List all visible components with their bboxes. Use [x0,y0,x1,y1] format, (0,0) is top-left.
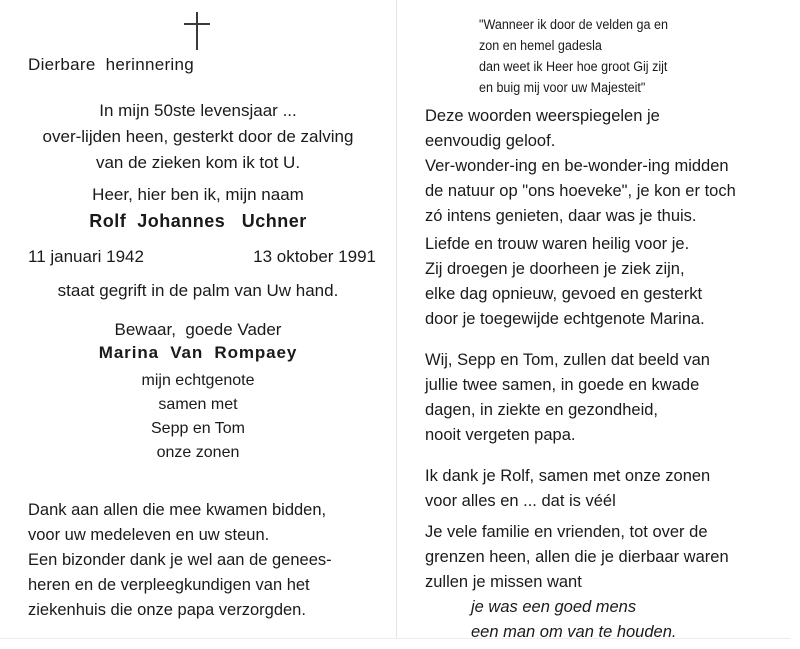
stanza-line: In mijn 50ste levensjaar ... [99,101,297,120]
stanza-line: over-lijden heen, gesterkt door de zalving [42,127,354,146]
stanza-bewaar [8,317,388,343]
stanza-palm [8,278,388,304]
paragraph-line: dagen, in ziekte en gezondheid, [425,401,659,419]
epitaph-line: een man om van te houden. [471,623,677,641]
quote-line: zon en hemel gadesla [479,38,602,53]
thanks-line: voor uw medeleven en uw steun. [28,526,270,544]
stanza-opening [8,98,388,176]
cross-horizontal-bar [184,23,210,25]
stanza-line: onze zonen [156,444,240,461]
paragraph-closing [425,520,793,645]
paragraph-line: de natuur op "ons hoeveke", je kon er toch [425,182,736,200]
stanza-line: Sepp en Tom [151,420,245,437]
memorial-heading: Dierbare herinnering [28,55,194,74]
paragraph-line: zó intens genieten, daar was je thuis. [425,207,697,225]
thanks-line: ziekenhuis die onze papa verzorgden. [28,601,306,619]
stanza-line: Bewaar, goede Vader [114,320,282,339]
latin-cross-icon [180,12,214,50]
paragraph-line: Liefde en trouw waren heilig voor je. [425,235,690,253]
paragraph-line: Deze woorden weerspiegelen je [425,107,660,125]
paragraph-line: eenvoudig geloof. [425,132,556,150]
paragraph-line: Zij droegen je doorheen je ziek zijn, [425,260,685,278]
paragraph-line: jullie twee samen, in goede en kwade [425,376,700,394]
stanza-line: van de zieken kom ik tot U. [95,153,301,172]
paragraph-line: zullen je missen want [425,573,582,591]
paragraph-faith [425,104,793,229]
paragraph-sons [425,348,793,448]
spouse-name: Marina Van Rompaey [98,343,298,362]
quote-line: en buig mij voor uw Majesteit" [479,80,646,95]
epitaph-line: je was een goed mens [471,598,637,616]
paragraph-line: Je vele familie en vrienden, tot over de [425,523,708,541]
stanza-line: staat gegrift in de palm van Uw hand. [57,281,339,300]
thanks-line: Een bizonder dank je wel aan de genees- [28,551,332,569]
stanza-family [8,369,388,465]
paragraph-line: elke dag opnieuw, gevoed en gesterkt [425,285,703,303]
paragraph-line: Ver-wonder-ing en be-wonder-ing midden [425,157,729,175]
stanza-line: Heer, hier ben ik, mijn naam [92,185,304,204]
thanks-line: Dank aan allen die mee kwamen bidden, [28,501,327,519]
quote-line: dan weet ik Heer hoe groot Gij zijt [479,59,668,74]
paragraph-line: Ik dank je Rolf, samen met onze zonen [425,467,711,485]
paragraph-love [425,232,793,332]
cross-vertical-bar [196,12,198,50]
paragraph-line: voor alles en ... dat is véél [425,492,616,510]
life-dates [28,247,376,267]
birth-date: 11 januari 1942 [28,247,144,266]
thanks-paragraph [28,498,376,623]
right-page [397,0,800,649]
left-page [0,0,396,649]
paragraph-line: Wij, Sepp en Tom, zullen dat beeld van [425,351,710,369]
death-date: 13 oktober 1991 [253,247,376,266]
deceased-name: Rolf Johannes Uchner [89,211,307,231]
stanza-line: samen met [158,396,238,413]
paragraph-gratitude [425,464,793,514]
paragraph-line: nooit vergeten papa. [425,426,576,444]
paragraph-line: door je toegewijde echtgenote Marina. [425,310,705,328]
thanks-line: heren en de verpleegkundigen van het [28,576,310,594]
stanza-name-intro [8,182,388,208]
quote-line: "Wanneer ik door de velden ga en [479,17,668,32]
opening-quote [479,14,758,98]
stanza-line: mijn echtgenote [141,372,255,389]
paragraph-line: grenzen heen, allen die je dierbaar waren [425,548,729,566]
